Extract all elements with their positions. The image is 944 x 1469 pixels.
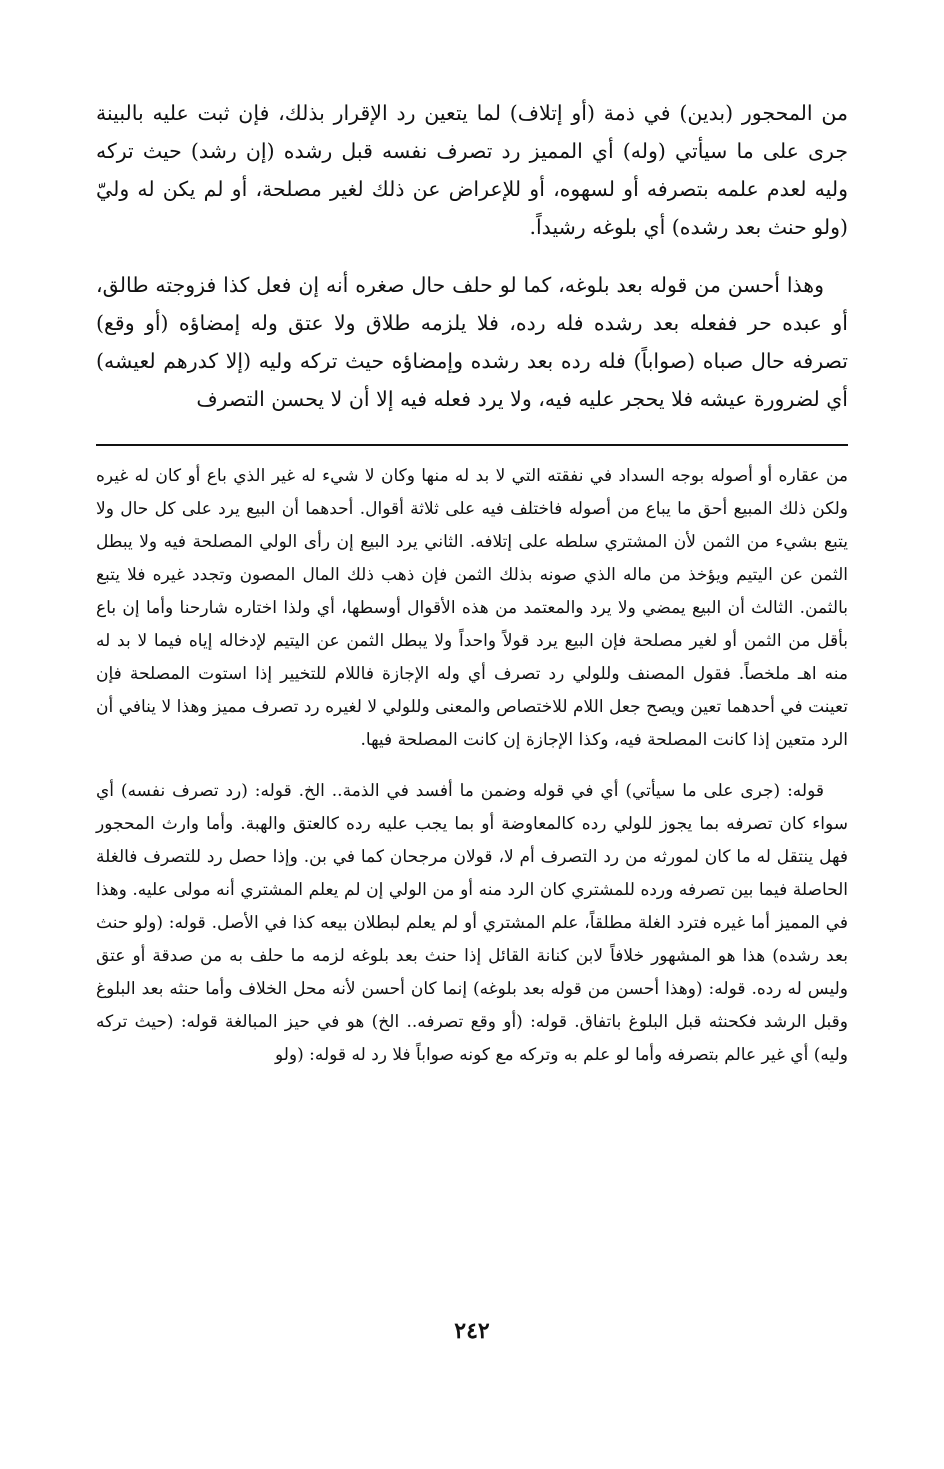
footnote-block-2 [96,775,848,1072]
page-number: ٢٤٢ [454,1318,490,1344]
footnote-paragraph-1: من عقاره أو أصوله بوجه السداد في نفقته التي لا بد له منها وكان لا شيء له غير الذي باع أو كان له غيره ولكن ذلك المبيع أحق ما يباع من أصوله فاختلف فيه على ثلاثة أقوال. أحدهما أن البيع يرد على كل حال ولا يتبع بشيء من الثمن لأن المشتري سلطه على إتلافه. الثاني يرد البيع إن رأى الولي المصلحة فيه ولا يبطل الثمن عن اليتيم ويؤخذ من ماله الذي صونه بذلك الثمن فإن ذهب ذلك المال المصون وتجدد غيره فلا يتبع بالثمن. الثالث أن البيع يمضي ولا يرد والمعتمد من هذه الأقوال أوسطها، أي ولذا اختاره شارحنا وأما إن باع بأقل من الثمن أو لغير مصلحة فإن البيع يرد قولاً واحداً ولا يبطل الثمن عن اليتيم لإدخاله إياه فيما لا بد له منه اهـ ملخصاً. فقول المصنف وللولي رد تصرف أي وله الإجازة فاللام للتخيير إذا استوت المصلحة فإن تعينت في أحدهما تعين ويصح جعل اللام للاختصاص والمعنى وللولي لا لغيره رد تصرف مميز وهذا لا ينافي أن الرد متعين إذا كانت المصلحة فيه، وكذا الإجازة إن كانت المصلحة فيها. [96,466,848,750]
footnote-paragraph-2: قوله: (جرى على ما سيأتي) أي في قوله وضمن ما أفسد في الذمة.. الخ. قوله: (رد تصرف نفسه) أي سواء كان تصرفه بما يجوز للولي رده كالمعاوضة أو بما يجب عليه رده كالعتق والهبة. وأما وارث المحجور فهل ينتقل له ما كان لمورثه من رد التصرف أم لا، قولان مرجحان كما في بن. وإذا حصل رد للتصرف فالغلة الحاصلة فيما بين تصرفه ورده للمشتري كان الرد منه أو من الولي إن لم يعلم المشتري أنه مولى عليه. وهذا في المميز أما غيره فترد الغلة مطلقاً، علم المشتري أو لم يعلم لبطلان بيعه كذا في الأصل. قوله: (ولو حنث بعد رشده) هذا هو المشهور خلافاً لابن كنانة القائل إذا حنث بعد بلوغه لزمه ما حلف به من صدقة أو عتق وليس له رده. قوله: (وهذا أحسن من قوله بعد بلوغه) إنما كان أحسن لأنه محل الخلاف وأما حنثه بعد البلوغ وقبل الرشد فكحنثه قبل البلوغ باتفاق. قوله: (أو وقع تصرفه.. الخ) هو في حيز المبالغة قوله: (حيث تركه وليه) أي غير عالم بتصرفه وأما لو علم به وتركه مع كونه صواباً فلا رد له قوله: (ولو [96,781,848,1065]
footnote-block-1 [96,460,848,757]
main-paragraph-1: من المحجور (بدين) في ذمة (أو إتلاف) لما يتعين رد الإقرار بذلك، فإن ثبت عليه بالبينة جرى على ما سيأتي (وله) أي المميز رد تصرف نفسه قبل رشده (إن رشد) حيث تركه وليه لعدم علمه بتصرفه أو لسهوه، أو للإعراض عن ذلك لغير مصلحة، أو لم يكن له وليّ (ولو حنث بعد رشده) أي بلوغه رشيداً. [96,101,848,239]
document-page [96,94,848,1072]
main-paragraph-2: وهذا أحسن من قوله بعد بلوغه، كما لو حلف حال صغره أنه إن فعل كذا فزوجته طالق، أو عبده حر ففعله بعد رشده فله رده، فلا يلزمه طلاق ولا عتق وله إمضاؤه (أو وقع) تصرفه حال صباه (صواباً) فله رده بعد رشده وإمضاؤه حيث تركه وليه (إلا كدرهم لعيشه) أي لضرورة عيشه فلا يحجر عليه فيه، ولا يرد فعله فيه إلا أن لا يحسن التصرف [96,273,848,411]
main-text [96,94,848,418]
footnote-divider [96,444,848,446]
